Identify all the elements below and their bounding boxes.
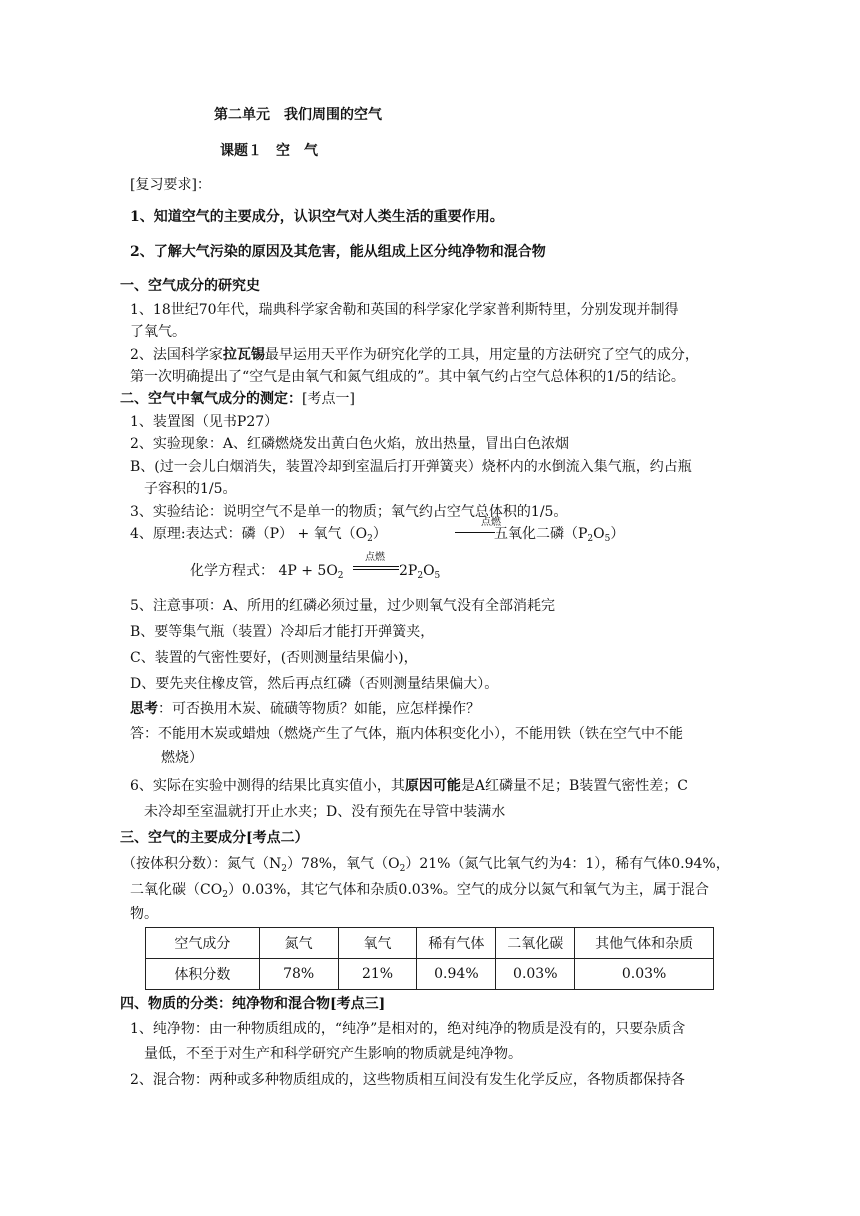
table-row bbox=[146, 959, 714, 990]
composition-line-1: （按体积分数）：氮气$(N_2)78\%$，氧气$(O_2)21\%$（氮气比氧气约为4：1），稀有气体0.94%， bbox=[122, 856, 730, 874]
lesson-title: 课题１ 空 气 bbox=[220, 143, 318, 159]
table-cell: 氧气 bbox=[338, 928, 417, 959]
note-c: C、装置的气密性要好，(否则测量结果偏小)， bbox=[130, 650, 418, 666]
section-4-heading: 四、物质的分类：纯净物和混合物[考点三] bbox=[120, 996, 386, 1012]
note-b: B、要等集气瓶（装置）冷却后才能打开弹簧夹， bbox=[130, 624, 435, 640]
table-cell: 其他气体和杂质 bbox=[575, 928, 714, 959]
apparatus-line: 1、装置图（见书P27） bbox=[130, 414, 279, 430]
answer-line-1: 答：不能用木炭或蜡烛（燃烧产生了气体，瓶内体积变化小），不能用铁（铁在空气中不能 bbox=[130, 726, 683, 742]
answer-line-2: 燃烧） bbox=[161, 750, 203, 766]
pure-substance-line-1: 1、纯净物：由一种物质组成的，“纯净”是相对的，绝对纯净的物质是没有的，只要杂质含 bbox=[130, 1021, 686, 1037]
section-2-heading: 二、空气中氧气成分的测定：[考点一] bbox=[120, 391, 355, 407]
equals-line-bottom bbox=[353, 569, 399, 570]
chemical-equation-left: 化学方程式： $4P + 5O_2$ bbox=[190, 563, 344, 581]
mixture-line-1: 2、混合物：两种或多种物质组成的，这些物质相互间没有发生化学反应，各物质都保持各 bbox=[130, 1072, 685, 1088]
conclusion-line: 3、实验结论：说明空气不是单一的物质；氧气约占空气总体积的1/5。 bbox=[130, 504, 568, 520]
product-name: 五氧化二磷$(P_2O_5)$ bbox=[494, 526, 625, 544]
composition-line-3: 物。 bbox=[130, 906, 158, 922]
phenomenon-line: 2、实验现象：A、红磷燃烧发出黄白色火焰，放出热量，冒出白色浓烟 bbox=[130, 436, 570, 452]
air-composition-table bbox=[145, 927, 714, 990]
think-question: 思考：可否换用木炭、硫磺等物质？如能，应怎样操作？ bbox=[130, 701, 480, 717]
ignite-label: 点燃 bbox=[481, 517, 501, 528]
note-d: D、要先夹住橡皮管，然后再点红磷（否则测量结果偏大）。 bbox=[130, 676, 499, 692]
section-3-heading: 三、空气的主要成分[考点二） bbox=[120, 830, 309, 846]
table-cell: 体积分数 bbox=[146, 959, 260, 990]
chemical-equation-right: $2P_2O_5$ bbox=[399, 563, 441, 581]
table-cell: 氮气 bbox=[259, 928, 338, 959]
composition-line-2: 二氧化碳$(CO_2)0.03\%$，其它气体和杂质0.03%。空气的成分以氮气和氧气为主，属于混合 bbox=[130, 882, 709, 900]
table-cell: 21% bbox=[338, 959, 417, 990]
arrow-line bbox=[455, 532, 495, 533]
section-1-heading: 一、空气成分的研究史 bbox=[120, 278, 260, 294]
cause-line-2: 未冷却至室温就打开止水夹；D、没有预先在导管中装满水 bbox=[144, 804, 506, 820]
review-header: [复习要求]： bbox=[130, 177, 211, 193]
note-a: 5、注意事项：A、所用的红磷必须过量，过少则氧气没有全部消耗完 bbox=[130, 598, 556, 614]
table-cell: 0.03% bbox=[496, 959, 575, 990]
unit-title: 第二单元 我们周围的空气 bbox=[214, 107, 382, 123]
history-para-1-line-2: 了氧气。 bbox=[130, 324, 186, 340]
table-cell: 稀有气体 bbox=[417, 928, 496, 959]
phenomenon-b-line-1: B、(过一会儿白烟消失，装置冷却到室温后打开弹簧夹）烧杯内的水倒流入集气瓶，约占瓶 bbox=[130, 459, 692, 475]
pure-substance-line-2: 量低，不至于对生产和科学研究产生影响的物质就是纯净物。 bbox=[144, 1046, 522, 1062]
history-para-2-line-1: 2、法国科学家拉瓦锡最早运用天平作为研究化学的工具，用定量的方法研究了空气的成分， bbox=[130, 347, 699, 363]
equals-line-top bbox=[353, 566, 399, 567]
principle-expression: 4、原理:表达式：磷（P） + 氧气$(O_2)$ bbox=[130, 526, 387, 544]
equation-equals bbox=[353, 553, 399, 575]
table-cell: 0.03% bbox=[575, 959, 714, 990]
table-cell: 78% bbox=[259, 959, 338, 990]
history-para-1-line-1: 1、18世纪70年代，瑞典科学家舍勒和英国的科学家化学家普利斯特里，分别发现并制得 bbox=[130, 302, 679, 318]
ignite-arrow bbox=[455, 517, 501, 537]
phenomenon-b-line-2: 子容积的1/5。 bbox=[144, 481, 237, 497]
equation-ignite-label: 点燃 bbox=[365, 552, 385, 563]
table-cell: 0.94% bbox=[417, 959, 496, 990]
history-para-2-line-2: 第一次明确提出了“空气是由氧气和氮气组成的”。其中氧气约占空气总体积的1/5的结论。 bbox=[130, 369, 685, 385]
requirement-1: 1、知道空气的主要成分，认识空气对人类生活的重要作用。 bbox=[130, 209, 504, 225]
table-cell: 二氧化碳 bbox=[496, 928, 575, 959]
table-cell: 空气成分 bbox=[146, 928, 260, 959]
table-header-row bbox=[146, 928, 714, 959]
requirement-2: 2、了解大气污染的原因及其危害，能从组成上区分纯净物和混合物 bbox=[130, 244, 546, 260]
cause-line-1: 6、实际在实验中测得的结果比真实值小，其原因可能是A红磷量不足；B装置气密性差；C bbox=[130, 778, 689, 794]
